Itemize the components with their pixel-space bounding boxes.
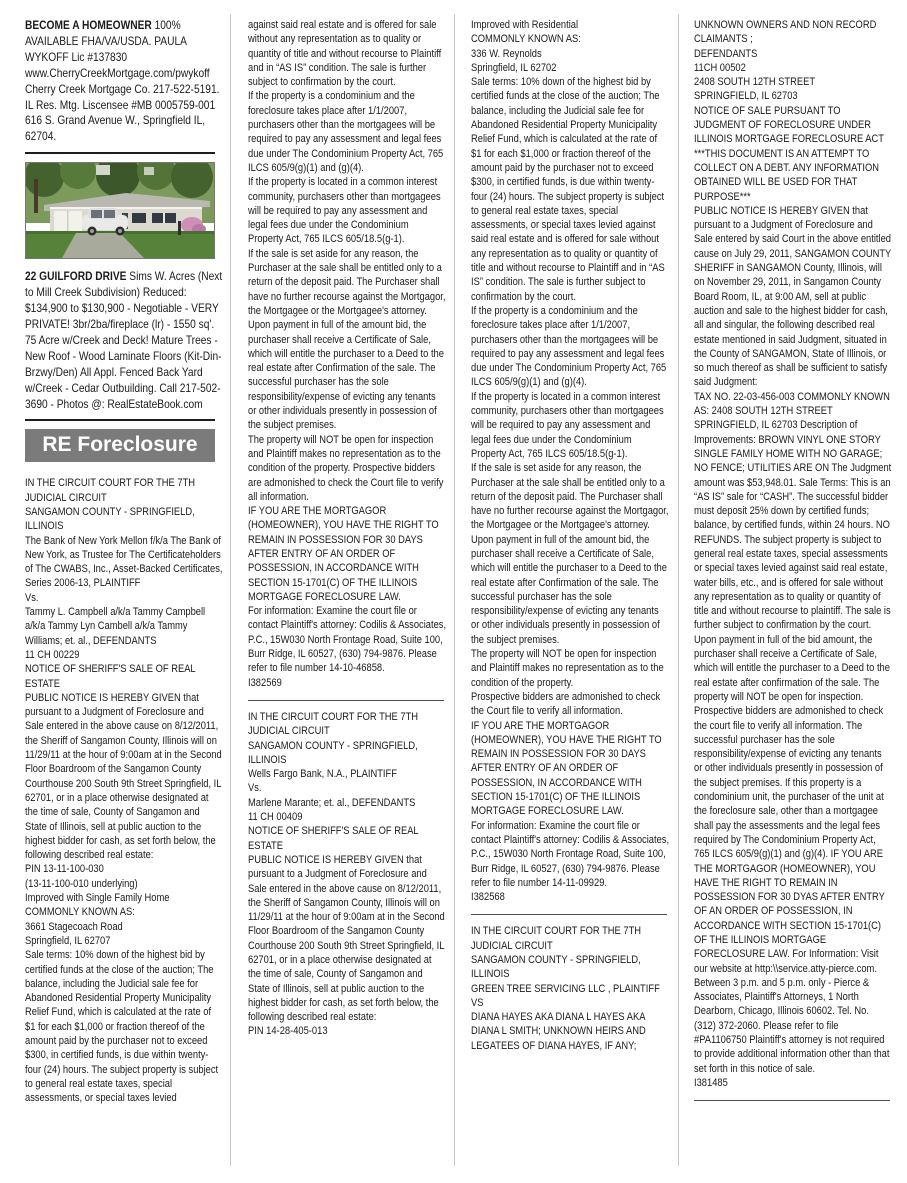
legal-paragraph: 2408 SOUTH 12TH STREET [694,76,816,89]
legal-paragraph: SANGAMON COUNTY - SPRINGFIELD, ILLINOIS [25,506,195,533]
column-separator [678,14,679,1166]
house-photo [25,162,215,259]
legal-paragraph: I382569 [248,676,282,689]
column-separator [230,14,231,1166]
notice-divider [471,914,667,915]
column-1 [25,18,223,1110]
legal-paragraph: The property will NOT be open for inspection and Plaintiff makes no representation as to the condition of the property. [471,648,664,689]
legal-paragraph: Vs. [25,591,39,604]
legal-paragraph: If the property is a condominium and the foreclosure takes place after 1/1/2007, purchasers other than the mortgagees will be required to pay any assessment and legal fees due under The Condominium Property Act, 765 ILCS 605/9(g)(1) and (g)(4). [471,304,667,389]
legal-paragraph: For information: Examine the court file or contact Plaintiff's attorney: Codilis & Associates, P.C., 15W030 North Frontage Road, Suite 100, Burr Ridge, IL 60527, (630) 794-9876. Please refer to file number 14-10-46858. [248,605,447,675]
ad-lead: 22 GUILFORD DRIVE [25,269,127,284]
classified-ad [25,18,223,145]
legal-paragraph: For information: Examine the court file or contact Plaintiff's attorney: Codilis & Associates, P.C., 15W030 North Frontage Road, Suite 100, Burr Ridge, IL 60527, (630) 794-9876. Please refer to file number 14-11-09929. [471,819,670,889]
legal-paragraph: Upon payment in full of the amount bid, the purchaser shall receive a Certificate of Sale, which will entitle the purchaser to a Deed to the real estate after Confirmation of the sale. The successful purchaser has the sole responsibility/expense of evicting any tenants or other individuals presently in possession of the subject premises. [248,319,444,432]
legal-paragraph: against said real estate and is offered for sale without any representation as to quality or quantity of title and without recourse to Plaintiff and in “AS IS” condition. The sale is further subject to confirmation by the court. [248,19,442,89]
legal-paragraph: If the sale is set aside for any reason, the Purchaser at the sale shall be entitled only to a return of the deposit paid. The Purchaser shall have no further recourse against the Mortgagor, the Mortgagee or the Mortgagee's attorney. [471,462,669,532]
legal-paragraph: SANGAMON COUNTY - SPRINGFIELD, ILLINOIS [248,739,418,766]
legal-paragraph: 3661 Stagecoach Road [25,920,123,933]
legal-paragraph: The property will NOT be open for inspection and Plaintiff makes no representation as to the condition of the property. Prospective bidders are admonished to check the Court file to verify all information. [248,433,444,503]
legal-paragraph: COMMONLY KNOWN AS: [471,33,581,46]
legal-paragraph: DIANA HAYES AKA DIANA L HAYES AKA DIANA L SMITH; UNKNOWN HEIRS AND LEGATEES OF DIANA HAYES, IF ANY; [471,1011,646,1052]
legal-paragraph: Tammy L. Campbell a/k/a Tammy Campbell a/k/a Tammy Lyn Cambell a/k/a Tammy Williams; et. al., DEFENDANTS [25,606,206,647]
legal-paragraph: PUBLIC NOTICE IS HEREBY GIVEN that pursuant to a Judgment of Foreclosure and Sale entered in the above cause on 8/12/2011, the Sheriff of Sangamon County, Illinois will on 11/29/11 at the hour of 9:00am at in the Second Floor Boardroom of the Sangamon County Courthouse 200 South 9th Street Springfield, IL 62701, or in a place otherwise designated at the time of sale, County of Sangamon and State of Illinois, sell at public auction to the highest bidder for cash, as set forth below, the following described real estate: [25,691,222,862]
ad-rule [25,152,215,154]
legal-paragraph: GREEN TREE SERVICING LLC , PLAINTIFF [471,982,660,995]
ad-rule [25,419,215,421]
legal-paragraph: IF YOU ARE THE MORTGAGOR (HOMEOWNER), YOU HAVE THE RIGHT TO REMAIN IN POSSESSION FOR 30 DAYS AFTER ENTRY OF AN ORDER OF POSSESSION, IN ACCORDANCE WITH SECTION 15-1701(C) OF THE ILLINOIS MORTGAGE FORECLOSURE LAW. [471,719,662,818]
legal-paragraph: IN THE CIRCUIT COURT FOR THE 7TH JUDICIAL CIRCUIT [471,925,642,952]
legal-paragraph: SANGAMON COUNTY - SPRINGFIELD, ILLINOIS [471,954,641,981]
legal-paragraph: UNKNOWN OWNERS AND NON RECORD CLAIMANTS ; [694,19,877,46]
legal-paragraph: VS [471,996,484,1009]
legal-paragraph: PUBLIC NOTICE IS HEREBY GIVEN that pursuant to a Judgment of Foreclosure and Sale entered by said Court in the above entitled cause on July 29, 2011, SANGAMON COUNTY SHERIFF in SANGAMON County, Illinois, will on November 29, 2011, in Sangamon County Board Room, IL, at 9:00 AM, sell at public auction and sale to the highest bidder for cash, all and singular, the following described real estate mentioned in said Judgment, situated in the County of SANGAMON, State of Illinois, or so much thereof as shall be sufficient to satisfy said Judgment: [694,204,892,389]
legal-paragraph: Springfield, IL 62707 [25,934,111,947]
legal-paragraph: If the sale is set aside for any reason, the Purchaser at the sale shall be entitled only to a return of the deposit paid. The Purchaser shall have no further recourse against the Mortgagor, the Mortgagee or the Mortgagee's attorney. [248,247,446,317]
legal-paragraph: DEFENDANTS [694,47,758,60]
legal-paragraph: Sale terms: 10% down of the highest bid by certified funds at the close of the auction; The balance, including the Judicial sale fee for Abandoned Residential Property Municipality Relief Fund, which is calculated at the rate of $1 for each $1,000 or fraction thereof of the amount paid by the purchaser not to exceed $300, in certified funds, is due within twenty-four (24) hours. The subject property is subject to general real estate taxes, special assessments, or special taxes levied against said real estate and is offered for sale without any representation as to quality or quantity of title and without recourse to Plaintiff and in “AS IS” condition. The sale is further subject to confirmation by the court. [471,76,665,303]
legal-paragraph: Marlene Marante; et. al., DEFENDANTS [248,796,416,809]
legal-paragraph: IN THE CIRCUIT COURT FOR THE 7TH JUDICIAL CIRCUIT [25,477,196,504]
legal-paragraph: PIN 14-28-405-013 [248,1025,328,1038]
legal-paragraph: I382568 [471,891,505,904]
legal-paragraph: NOTICE OF SHERIFF'S SALE OF REAL ESTATE [248,825,419,852]
classified-ad [25,269,223,412]
legal-paragraph: 336 W. Reynolds [471,47,542,60]
legal-paragraph: If the property is located in a common interest community, purchasers other than mortgagees will be required to pay any assessment and legal fees due under the Condominium Property Act, 765 ILCS 605/18.5(g-1). [471,390,664,460]
notice-divider [694,1100,890,1101]
notice-divider [248,700,444,701]
legal-paragraph: 11CH 00502 [694,61,746,74]
legal-paragraph: Sale terms: 10% down of the highest bid by certified funds at the close of the auction; The balance, including the Judicial sale fee for Abandoned Residential Property Municipality Relief Fund, which is calculated at the rate of $1 for each $1,000 or fraction thereof of the amount paid by the purchaser not to exceed $300, in certified funds, is due within twenty-four (24) hours. The subject property is subject to general real estate taxes, special assessments, or special taxes levied [25,949,219,1105]
legal-paragraph: If the property is located in a common interest community, purchasers other than mortgagees will be required to pay any assessment and legal fees due under the Condominium Property Act, 765 ILCS 605/18.5(g-1). [248,176,441,246]
ad-text: 100% AVAILABLE FHA/VA/USDA. PAULA WYKOFF Lic #137830 www.CherryCreekMortgage.com/pwykoff Cherry Creek Mortgage Co. 217-522-5191. IL Res. Mtg. Liscensee #MB 0005759-001 616 S. Grand Avenue W., Springfield IL, 62704. [25,18,220,144]
legal-paragraph: IN THE CIRCUIT COURT FOR THE 7TH JUDICIAL CIRCUIT [248,710,419,738]
legal-paragraph: 11 CH 00229 [25,648,80,661]
legal-paragraph: COMMONLY KNOWN AS: [25,906,135,919]
legal-paragraph: 11 CH 00409 [248,811,303,824]
house-photo-illustration [26,163,214,258]
legal-paragraph: TAX NO. 22-03-456-003 COMMONLY KNOWN AS: 2408 SOUTH 12TH STREET SPRINGFIELD, IL 62703 Description of Improvements: BROWN VINYL ONE STORY SINGLE FAMILY HOME WITH NO GARAGE; NO FENCE; UTILITIES ARE ON The Judgment amount was $53,948.01. Sale Terms: This is an “AS IS” sale for “CASH”. The successful bidder must deposit 25% down by certified funds; balance, by certified funds, within 24 hours. NO REFUNDS. The subject property is subject to general real estate taxes, special assessments or special taxes levied against said real estate, water bills, etc., and is offered for sale without any representation as to quality or quantity of title and without recourse to plaintiff. The sale is further subject to confirmation by the court. Upon payment in full of the bid amount, the purchaser shall receive a Certificate of Sale, which will entitle the purchaser to a Deed to the real estate after confirmation of the sale. The property will NOT be open for inspection. Prospective bidders are admonished to check the court file to verify all information. The successful purchaser has the sole responsibility/expense of evicting any tenants or other individuals presently in possession of the subject premises. If this property is a condominium unit, the purchaser of the unit at the foreclosure sale, other than a mortgagee shall pay the assessments and the legal fees required by The Condominium Property Act, 765 ILCS 605/9(g)(1) and (g)(4). IF YOU ARE THE MORTGAGOR (HOMEOWNER), YOU HAVE THE RIGHT TO REMAIN IN POSSESSION FOR 30 DYAS AFTER ENTRY OF AN ORDER OF POSSESSION, IN ACCORDANCE WITH SECTION 15-1701(C) OF THE ILLINOIS MORTGAGE FORECLOSURE LAW. For Information: Visit our website at http:\\service.atty-pierce.com. Between 3 p.m. and 5 p.m. only - Pierce & Associates, Plaintiff's Attorneys, 1 North Dearborn, Chicago, Illinois 60602. Tel. No. (312) 372-2060. Please refer to file #PA1106750 Plaintiff's attorney is not required to provide additional information other than that set forth in this notice of sale. [694,390,892,1075]
legal-paragraph: SPRINGFIELD, IL 62703 [694,90,798,103]
legal-paragraph: Improved with Residential [471,19,579,31]
section-header-re-foreclosure: RE Foreclosure [25,429,215,462]
legal-paragraph: I381485 [694,1076,728,1089]
legal-paragraph: (13-11-100-010 underlying) [25,877,138,890]
legal-paragraph: NOTICE OF SHERIFF'S SALE OF REAL ESTATE [25,663,196,690]
legal-paragraph: Upon payment in full of the amount bid, the purchaser shall receive a Certificate of Sale, which will entitle the purchaser to a Deed to the real estate after Confirmation of the sale. The successful purchaser has the sole responsibility/expense of evicting any tenants or other individuals presently in possession of the subject premises. [471,533,667,646]
legal-paragraph: If the property is a condominium and the foreclosure takes place after 1/1/2007, purchasers other than the mortgagees will be required to pay any assessment and legal fees due under The Condominium Property Act, 765 ILCS 605/9(g)(1) and (g)(4). [248,90,444,174]
legal-paragraph: PIN 13-11-100-030 [25,863,104,876]
legal-paragraph: IF YOU ARE THE MORTGAGOR (HOMEOWNER), YOU HAVE THE RIGHT TO REMAIN IN POSSESSION FOR 30 DAYS AFTER ENTRY OF AN ORDER OF POSSESSION, IN ACCORDANCE WITH SECTION 15-1701(C) OF THE ILLINOIS MORTGAGE FORECLOSURE LAW. [248,505,439,603]
legal-paragraph: Springfield, IL 62702 [471,61,557,74]
column-3 [471,18,669,1110]
ad-lead: BECOME A HOMEOWNER [25,18,152,32]
column-separator [454,14,455,1166]
legal-paragraph: Vs. [248,782,262,795]
legal-paragraph: Improved with Single Family Home [25,892,170,905]
legal-paragraph: PUBLIC NOTICE IS HEREBY GIVEN that pursuant to a Judgment of Foreclosure and Sale entered in the above cause on 8/12/2011, the Sheriff of Sangamon County, Illinois will on 11/29/11 at the hour of 9:00am at in the Second Floor Boardroom of the Sangamon County Courthouse 200 South 9th Street Springfield, IL 62701, or in a place otherwise designated at the time of sale, County of Sangamon and State of Illinois, sell at public auction to the highest bidder for cash, as set forth below, the following described real estate: [248,853,445,1024]
column-4 [694,18,892,1110]
legal-paragraph: The Bank of New York Mellon f/k/a The Bank of New York, as Trustee for The Certificateholders of The CWABS, Inc., Asset-Backed Certificates, Series 2006-13, PLAINTIFF [25,534,223,590]
legal-paragraph: Prospective bidders are admonished to check the Court file to verify all information. [471,690,661,718]
legal-paragraph: NOTICE OF SALE PURSUANT TO JUDGMENT OF FORECLOSURE UNDER ILLINOIS MORTGAGE FORECLOSURE ACT ***THIS DOCUMENT IS AN ATTEMPT TO COLLECT ON A DEBT. ANY INFORMATION OBTAINED WILL BE USED FOR THAT PURPOSE*** [694,104,884,203]
legal-paragraph: Wells Fargo Bank, N.A., PLAINTIFF [248,768,397,781]
column-2 [248,18,446,1110]
ad-text: Sims W. Acres (Next to Mill Creek Subdivision) Reduced: $134,900 to $130,900 - Negotiable - VERY PRIVATE! 3br/2ba/fireplace (lr) - 1550 sq'. 75 Acre w/Creek and Deck! Mature Trees - New Roof - Wood Laminate Floors (Kit-Din-Brzwy/Den) All Appl. Fenced Back Yard w/Creek - Cedar Outbuilding. Call 217-502-3690 - Photos @: RealEstateBook.com [25,269,223,411]
